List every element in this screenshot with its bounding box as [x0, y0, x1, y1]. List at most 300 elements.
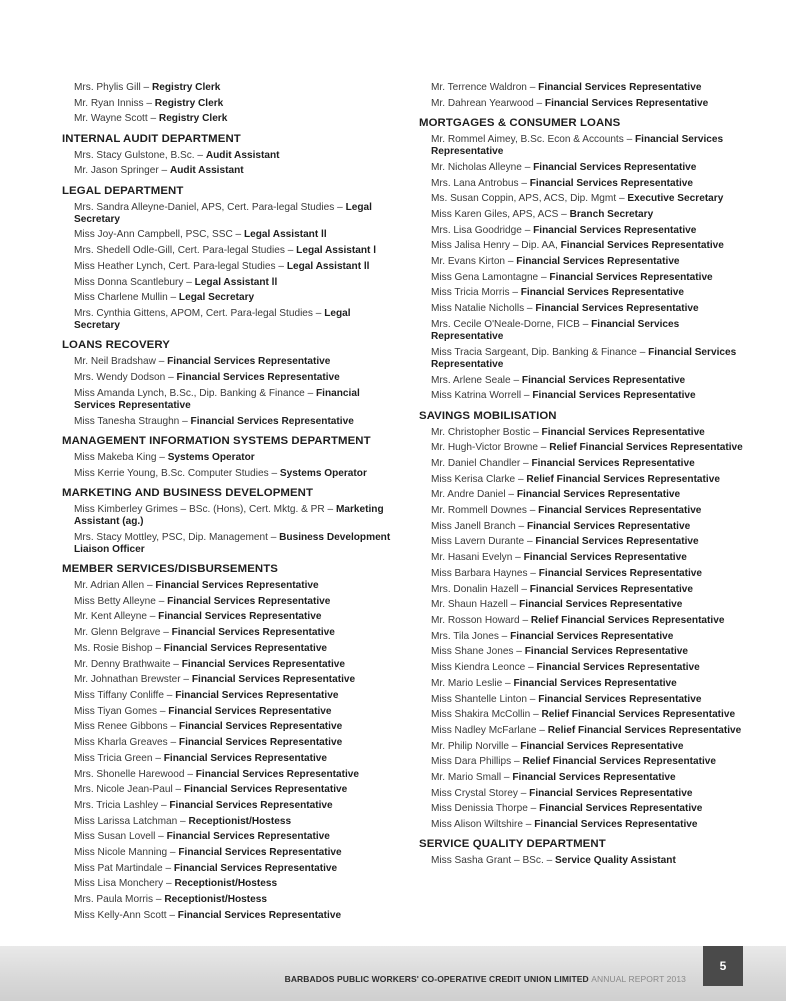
staff-name: Mr. Kent Alleyne	[74, 611, 147, 623]
staff-entry	[74, 753, 398, 765]
staff-entry	[431, 646, 753, 658]
staff-role: Financial Services Representative	[535, 536, 699, 548]
staff-role: Systems Operator	[279, 467, 367, 479]
staff-name: Mrs. Donalin Hazell	[431, 583, 519, 595]
name-role-separator: –	[140, 82, 152, 93]
staff-role: Financial Services Representative	[171, 627, 335, 639]
name-role-separator: –	[543, 855, 555, 867]
staff-role: Financial Services Representative	[431, 318, 680, 343]
staff-name: Miss Denissia Thorpe	[431, 803, 528, 815]
staff-entry	[431, 788, 753, 800]
staff-name: Mr. Mario Leslie	[431, 677, 503, 689]
staff-entry	[431, 458, 753, 470]
name-role-separator: –	[623, 133, 636, 145]
name-role-separator: –	[498, 630, 511, 642]
staff-name: Mr. Shaun Hazell	[431, 599, 508, 611]
staff-list	[62, 150, 398, 178]
staff-role: Financial Services Representative	[191, 674, 356, 686]
staff-name: Mr. Daniel Chandler	[431, 457, 521, 469]
staff-entry	[431, 772, 753, 784]
name-role-separator: –	[536, 724, 548, 736]
staff-role: Financial Services Representative	[535, 303, 699, 315]
staff-role: Financial Services Representative	[526, 520, 691, 532]
staff-role: Financial Services Representative	[155, 580, 319, 592]
staff-name: Miss Kerisa Clarke	[431, 473, 516, 485]
department-section-management-information-systems-department	[62, 434, 398, 480]
staff-entry	[74, 416, 398, 428]
name-role-separator: –	[324, 503, 336, 515]
name-role-separator: –	[513, 646, 525, 658]
staff-role: Financial Services Representative	[523, 552, 687, 564]
staff-name: Miss Betty Alleyne	[74, 595, 156, 607]
staff-name: Mrs. Shedell Odle-Gill, Cert. Para-legal Studies	[74, 245, 285, 257]
staff-entry	[74, 229, 398, 241]
name-role-separator: –	[144, 580, 156, 592]
staff-role: Business Development Liaison Officer	[74, 531, 391, 555]
name-role-separator: –	[521, 390, 533, 402]
department-section-loans-recovery	[62, 338, 398, 428]
staff-name: Mrs. Arlene Seale	[431, 374, 511, 386]
staff-name: Miss Nicole Manning	[74, 847, 168, 859]
staff-entry	[74, 643, 398, 655]
staff-entry	[74, 690, 398, 702]
department-heading: MORTGAGES & CONSUMER LOANS	[419, 116, 621, 129]
staff-entry	[74, 245, 398, 257]
staff-name: Mrs. Tricia Lashley	[74, 799, 159, 811]
staff-role: Financial Services Representative	[512, 772, 676, 784]
staff-name: Miss Larissa Latchman	[74, 815, 178, 827]
staff-name: Ms. Rosie Bishop	[74, 642, 153, 654]
staff-role: Financial Services Representative	[167, 595, 331, 607]
name-role-separator: –	[163, 878, 175, 890]
name-role-separator: –	[522, 819, 535, 831]
staff-name: Miss Tricia Morris	[431, 287, 510, 299]
staff-entry	[431, 694, 753, 706]
staff-entry	[74, 800, 398, 812]
staff-entry	[431, 741, 753, 753]
staff-role: Financial Services Representative	[163, 752, 328, 764]
department-section-internal-audit-department	[62, 132, 398, 178]
staff-entry	[74, 784, 398, 796]
department-heading: SAVINGS MOBILISATION	[419, 409, 557, 422]
page-number: 5	[703, 946, 743, 986]
name-role-separator: –	[146, 611, 159, 623]
staff-role: Financial Services Representative	[538, 505, 702, 517]
staff-role: Legal Secretary	[178, 292, 255, 304]
staff-entry	[431, 303, 753, 315]
name-role-separator: –	[530, 709, 542, 721]
name-role-separator: –	[184, 768, 196, 780]
staff-name: Mr. Hugh-Victor Browne	[431, 442, 538, 454]
staff-name: Miss Janell Branch	[431, 520, 516, 532]
staff-entry	[431, 209, 753, 221]
staff-entry	[431, 347, 753, 371]
staff-name: Mr. Dahrean Yearwood	[431, 97, 534, 109]
name-role-separator: –	[275, 260, 287, 272]
name-role-separator: –	[160, 627, 172, 639]
staff-entry	[74, 706, 398, 718]
staff-entry	[74, 894, 398, 906]
staff-name: Miss Jalisa Henry – Dip. AA,	[431, 240, 558, 252]
staff-role: Financial Services Representative	[516, 256, 680, 268]
name-role-separator: –	[167, 737, 179, 749]
staff-role: Receptionist/Hostess	[164, 894, 267, 906]
staff-entry	[431, 631, 753, 643]
staff-entry	[74, 372, 398, 384]
staff-entry	[431, 193, 753, 205]
staff-role: Financial Services Representative	[190, 415, 354, 427]
staff-name: Mrs. Phylis Gill	[74, 82, 141, 93]
staff-name: Miss Tiffany Conliffe	[74, 690, 164, 701]
name-role-separator: –	[158, 165, 170, 177]
staff-name: Miss Shakira McCollin	[431, 709, 531, 721]
staff-entry	[74, 737, 398, 749]
staff-name: Mr. Evans Kirton	[431, 256, 506, 268]
staff-entry	[431, 390, 753, 402]
staff-name: Mrs. Lisa Goodridge	[431, 224, 522, 236]
name-role-separator: –	[524, 303, 536, 315]
name-role-separator: –	[155, 595, 168, 607]
staff-role: Financial Services Representative	[519, 599, 683, 611]
staff-name: Mr. Nicholas Alleyne	[431, 161, 522, 173]
staff-entry	[431, 442, 753, 454]
staff-list	[62, 356, 398, 428]
staff-entry	[74, 292, 398, 304]
department-heading: LEGAL DEPARTMENT	[62, 184, 184, 197]
name-role-separator: –	[170, 658, 182, 670]
staff-entry	[431, 678, 753, 690]
staff-entry	[431, 803, 753, 815]
staff-name: Mrs. Paula Morris	[74, 894, 154, 906]
staff-role: Financial Services Representative	[431, 346, 737, 370]
staff-name: Mr. Jason Springer	[74, 165, 159, 177]
staff-entry	[74, 277, 398, 289]
staff-role: Financial Services Representative	[532, 390, 696, 402]
staff-list	[419, 427, 753, 832]
staff-entry	[74, 831, 398, 843]
name-role-separator: –	[524, 536, 536, 548]
staff-role: Financial Services Representative	[524, 646, 688, 658]
name-role-separator: –	[530, 426, 542, 438]
staff-role: Financial Services Representative	[539, 803, 703, 815]
name-role-separator: –	[510, 374, 522, 386]
staff-entry	[431, 725, 753, 737]
name-role-separator: –	[152, 752, 164, 764]
name-role-separator: –	[194, 149, 206, 161]
department-heading: LOANS RECOVERY	[62, 339, 170, 352]
staff-entry	[431, 584, 753, 596]
staff-entry	[431, 489, 753, 501]
staff-name: Mr. Johnathan Brewster	[74, 674, 181, 686]
staff-name: Miss Crystal Storey	[431, 787, 518, 799]
name-role-separator: –	[526, 693, 539, 705]
staff-name: Ms. Susan Coppin, APS, ACS, Dip. Mgmt	[431, 193, 617, 205]
name-role-separator: –	[157, 705, 169, 717]
staff-entry	[431, 855, 753, 867]
staff-name: Miss Kiendra Leonce	[431, 662, 526, 674]
staff-entry	[431, 427, 753, 439]
department-section-continued	[62, 82, 398, 126]
staff-name: Miss Amanda Lynch, B.Sc., Dip. Banking & Finance	[74, 387, 305, 399]
staff-name: Miss Tricia Green	[74, 752, 153, 764]
staff-entry	[431, 162, 753, 174]
name-role-separator: –	[616, 193, 628, 205]
staff-entry	[431, 819, 753, 831]
staff-name: Mr. Philip Norville	[431, 740, 509, 752]
staff-name: Mr. Rosson Howard	[431, 615, 520, 626]
staff-role: Financial Services Representative	[431, 133, 724, 158]
staff-role: Legal Assistant ll	[194, 276, 278, 288]
staff-role: Financial Services Representative	[167, 356, 331, 368]
staff-entry	[431, 615, 753, 627]
staff-name: Mr. Terrence Waldron	[431, 82, 527, 93]
staff-role: Relief Financial Services Representative	[547, 724, 742, 736]
staff-entry	[74, 816, 398, 828]
staff-name: Mrs. Nicole Jean-Paul	[74, 784, 173, 796]
name-role-separator: –	[284, 245, 297, 257]
staff-role: Relief Financial Services Representative	[526, 473, 720, 485]
name-role-separator: –	[538, 271, 550, 283]
staff-role: Registry Clerk	[151, 82, 221, 93]
staff-role: Executive Secretary	[627, 193, 724, 205]
staff-name: Miss Nadley McFarlane	[431, 724, 537, 736]
staff-entry	[74, 769, 398, 781]
right-column	[419, 82, 753, 874]
name-role-separator: –	[155, 356, 168, 368]
name-role-separator: –	[267, 531, 280, 543]
staff-role: Financial Services Representative	[529, 177, 694, 189]
staff-name: Miss Barbara Haynes	[431, 567, 528, 579]
staff-entry	[431, 709, 753, 721]
name-role-separator: –	[155, 831, 167, 843]
staff-name: Miss Lavern Durante	[431, 536, 525, 548]
staff-role: Financial Services Representative	[538, 567, 702, 579]
department-heading: MEMBER SERVICES/DISBURSEMENTS	[62, 563, 278, 576]
department-section-marketing-and-business-development	[62, 486, 398, 556]
staff-role: Legal Secretary	[74, 307, 351, 332]
staff-name: Miss Natalie Nicholls	[431, 303, 525, 315]
name-role-separator: –	[501, 772, 513, 784]
name-role-separator: –	[519, 615, 531, 626]
staff-name: Mr. Wayne Scott	[74, 113, 148, 125]
staff-role: Receptionist/Hostess	[188, 815, 292, 827]
staff-name: Miss Sasha Grant – BSc.	[431, 855, 544, 867]
staff-role: Financial Services Representative	[158, 611, 322, 623]
name-role-separator: –	[505, 489, 517, 501]
name-role-separator: –	[143, 97, 155, 109]
staff-name: Mr. Mario Small	[431, 772, 502, 784]
staff-entry	[431, 134, 753, 158]
staff-role: Financial Services Representative	[168, 705, 332, 717]
staff-name: Miss Kelly-Ann Scott	[74, 909, 167, 921]
staff-name: Miss Susan Lovell	[74, 831, 156, 843]
department-section-savings-mobilisation	[419, 409, 753, 832]
staff-entry	[431, 287, 753, 299]
staff-role: Relief Financial Services Representative	[522, 756, 717, 768]
staff-role: Financial Services Representative	[531, 457, 695, 469]
name-role-separator: –	[521, 161, 534, 173]
staff-name: Miss Alison Wiltshire	[431, 819, 523, 831]
staff-entry	[74, 532, 398, 556]
name-role-separator: –	[334, 201, 346, 213]
staff-name: Miss Katrina Worrell	[431, 390, 522, 402]
staff-role: Financial Services Representative	[536, 662, 700, 674]
name-role-separator: –	[183, 276, 195, 288]
staff-name: Miss Joy-Ann Campbell, PSC, SSC	[74, 229, 233, 241]
staff-entry	[74, 202, 398, 226]
staff-entry	[74, 113, 398, 125]
staff-entry	[431, 240, 753, 252]
staff-role: Financial Services Representative	[177, 909, 342, 921]
name-role-separator: –	[512, 552, 524, 564]
staff-entry	[431, 82, 753, 94]
staff-list	[419, 855, 753, 867]
staff-role: Relief Financial Services Representative	[530, 615, 725, 626]
name-role-separator: –	[156, 451, 168, 463]
staff-role: Financial Services Representative	[176, 372, 340, 384]
staff-role: Financial Services Representative	[169, 799, 333, 811]
staff-role: Financial Services Representative	[166, 831, 330, 843]
staff-role: Registry Clerk	[154, 97, 224, 109]
staff-entry	[74, 452, 398, 464]
staff-role: Legal Assistant ll	[286, 260, 370, 272]
staff-entry	[74, 627, 398, 639]
staff-name: Miss Gena Lamontagne	[431, 271, 539, 283]
staff-entry	[74, 721, 398, 733]
name-role-separator: –	[153, 894, 165, 906]
staff-role: Financial Services Representative	[529, 787, 693, 799]
staff-name: Miss Kharla Greaves	[74, 737, 168, 749]
staff-name: Mrs. Tila Jones	[431, 630, 499, 642]
staff-entry	[431, 536, 753, 548]
staff-name: Miss Charlene Mullin	[74, 292, 168, 304]
staff-entry	[74, 596, 398, 608]
staff-role: Financial Services Representative	[163, 642, 328, 654]
staff-role: Legal Assistant l	[296, 245, 377, 257]
staff-role: Financial Services Representative	[520, 287, 685, 299]
name-role-separator: –	[509, 287, 521, 299]
staff-name: Miss Tracia Sargeant, Dip. Banking & Finance	[431, 346, 637, 358]
footer-report-label: ANNUAL REPORT 2013	[591, 974, 686, 984]
name-role-separator: –	[526, 505, 539, 517]
staff-entry	[74, 150, 398, 162]
staff-name: Miss Donna Scantlebury	[74, 276, 184, 288]
name-role-separator: –	[537, 442, 550, 454]
staff-entry	[74, 388, 398, 412]
name-role-separator: –	[636, 346, 649, 358]
staff-entry	[74, 611, 398, 623]
staff-role: Financial Services Representative	[74, 387, 360, 411]
staff-entry	[431, 225, 753, 237]
staff-list	[419, 134, 753, 403]
staff-entry	[431, 599, 753, 611]
name-role-separator: –	[527, 567, 539, 579]
staff-entry	[74, 468, 398, 480]
staff-role: Financial Services Representative	[183, 784, 348, 796]
name-role-separator: –	[508, 740, 521, 752]
name-role-separator: –	[558, 208, 570, 220]
name-role-separator: –	[152, 642, 164, 654]
staff-name: Miss Tanesha Straughn	[74, 415, 180, 427]
staff-entry	[431, 662, 753, 674]
staff-role: Financial Services Representative	[521, 374, 686, 386]
staff-entry	[74, 674, 398, 686]
name-role-separator: –	[505, 256, 517, 268]
staff-entry	[431, 521, 753, 533]
name-role-separator: –	[518, 583, 530, 595]
name-role-separator: –	[167, 721, 179, 733]
department-section-mortgages-consumer-loans	[419, 116, 753, 403]
staff-name: Mrs. Sandra Alleyne-Daniel, APS, Cert. Para-legal Studies	[74, 201, 335, 213]
staff-entry	[431, 98, 753, 110]
name-role-separator: –	[518, 177, 530, 189]
staff-entry	[74, 580, 398, 592]
staff-entry	[431, 568, 753, 580]
staff-role: Financial Services Representative	[195, 768, 360, 780]
staff-name: Miss Heather Lynch, Cert. Para-legal Studies	[74, 260, 276, 272]
name-role-separator: –	[502, 677, 514, 689]
staff-role: Financial Services Representative	[534, 819, 698, 831]
staff-name: Mr. Ryan Inniss	[74, 97, 144, 109]
staff-role: Financial Services Representative	[533, 161, 697, 173]
staff-role: Audit Assistant	[169, 165, 244, 177]
staff-list	[62, 580, 398, 922]
staff-role: Financial Services Representative	[529, 583, 694, 595]
staff-name: Mr. Adrian Allen	[74, 580, 145, 592]
staff-entry	[74, 98, 398, 110]
staff-entry	[431, 474, 753, 486]
staff-entry	[431, 375, 753, 387]
name-role-separator: –	[158, 799, 170, 811]
name-role-separator: –	[511, 756, 523, 768]
staff-name: Miss Lisa Monchery	[74, 878, 164, 890]
staff-entry	[431, 272, 753, 284]
name-role-separator: –	[232, 229, 244, 241]
staff-role: Receptionist/Hostess	[174, 878, 278, 890]
staff-name: Miss Karen Giles, APS, ACS	[431, 208, 559, 220]
staff-name: Miss Shane Jones	[431, 646, 514, 658]
staff-role: Registry Clerk	[158, 113, 228, 125]
staff-role: Systems Operator	[167, 451, 255, 463]
staff-list	[419, 82, 753, 110]
staff-name: Mr. Denny Brathwaite	[74, 658, 171, 670]
staff-name: Mrs. Lana Antrobus	[431, 177, 519, 189]
staff-role: Financial Services Representative	[181, 658, 345, 670]
staff-name: Mr. Glenn Belgrave	[74, 627, 161, 639]
staff-entry	[431, 319, 753, 343]
name-role-separator: –	[515, 473, 527, 485]
staff-role: Financial Services Representative	[178, 737, 343, 749]
staff-name: Mr. Andre Daniel	[431, 489, 506, 501]
name-role-separator: –	[525, 662, 537, 674]
staff-name: Mrs. Stacy Mottley, PSC, Dip. Management	[74, 531, 268, 543]
name-role-separator: –	[166, 909, 178, 921]
staff-entry	[431, 256, 753, 268]
staff-entry	[431, 552, 753, 564]
staff-list	[62, 82, 398, 126]
staff-role: Financial Services Representative	[178, 847, 342, 859]
staff-name: Mr. Rommel Aimey, B.Sc. Econ & Accounts	[431, 133, 624, 145]
staff-list	[62, 452, 398, 480]
staff-name: Mr. Neil Bradshaw	[74, 356, 156, 368]
staff-role: Financial Services Representative	[510, 630, 674, 642]
staff-entry	[74, 910, 398, 922]
staff-role: Financial Services Representative	[516, 489, 681, 501]
staff-role: Relief Financial Services Representative	[549, 442, 743, 454]
staff-name: Miss Kimberley Grimes – BSc. (Hons), Cert. Mktg. & PR	[74, 503, 325, 515]
name-role-separator: –	[147, 113, 159, 125]
department-heading: MARKETING AND BUSINESS DEVELOPMENT	[62, 486, 314, 499]
